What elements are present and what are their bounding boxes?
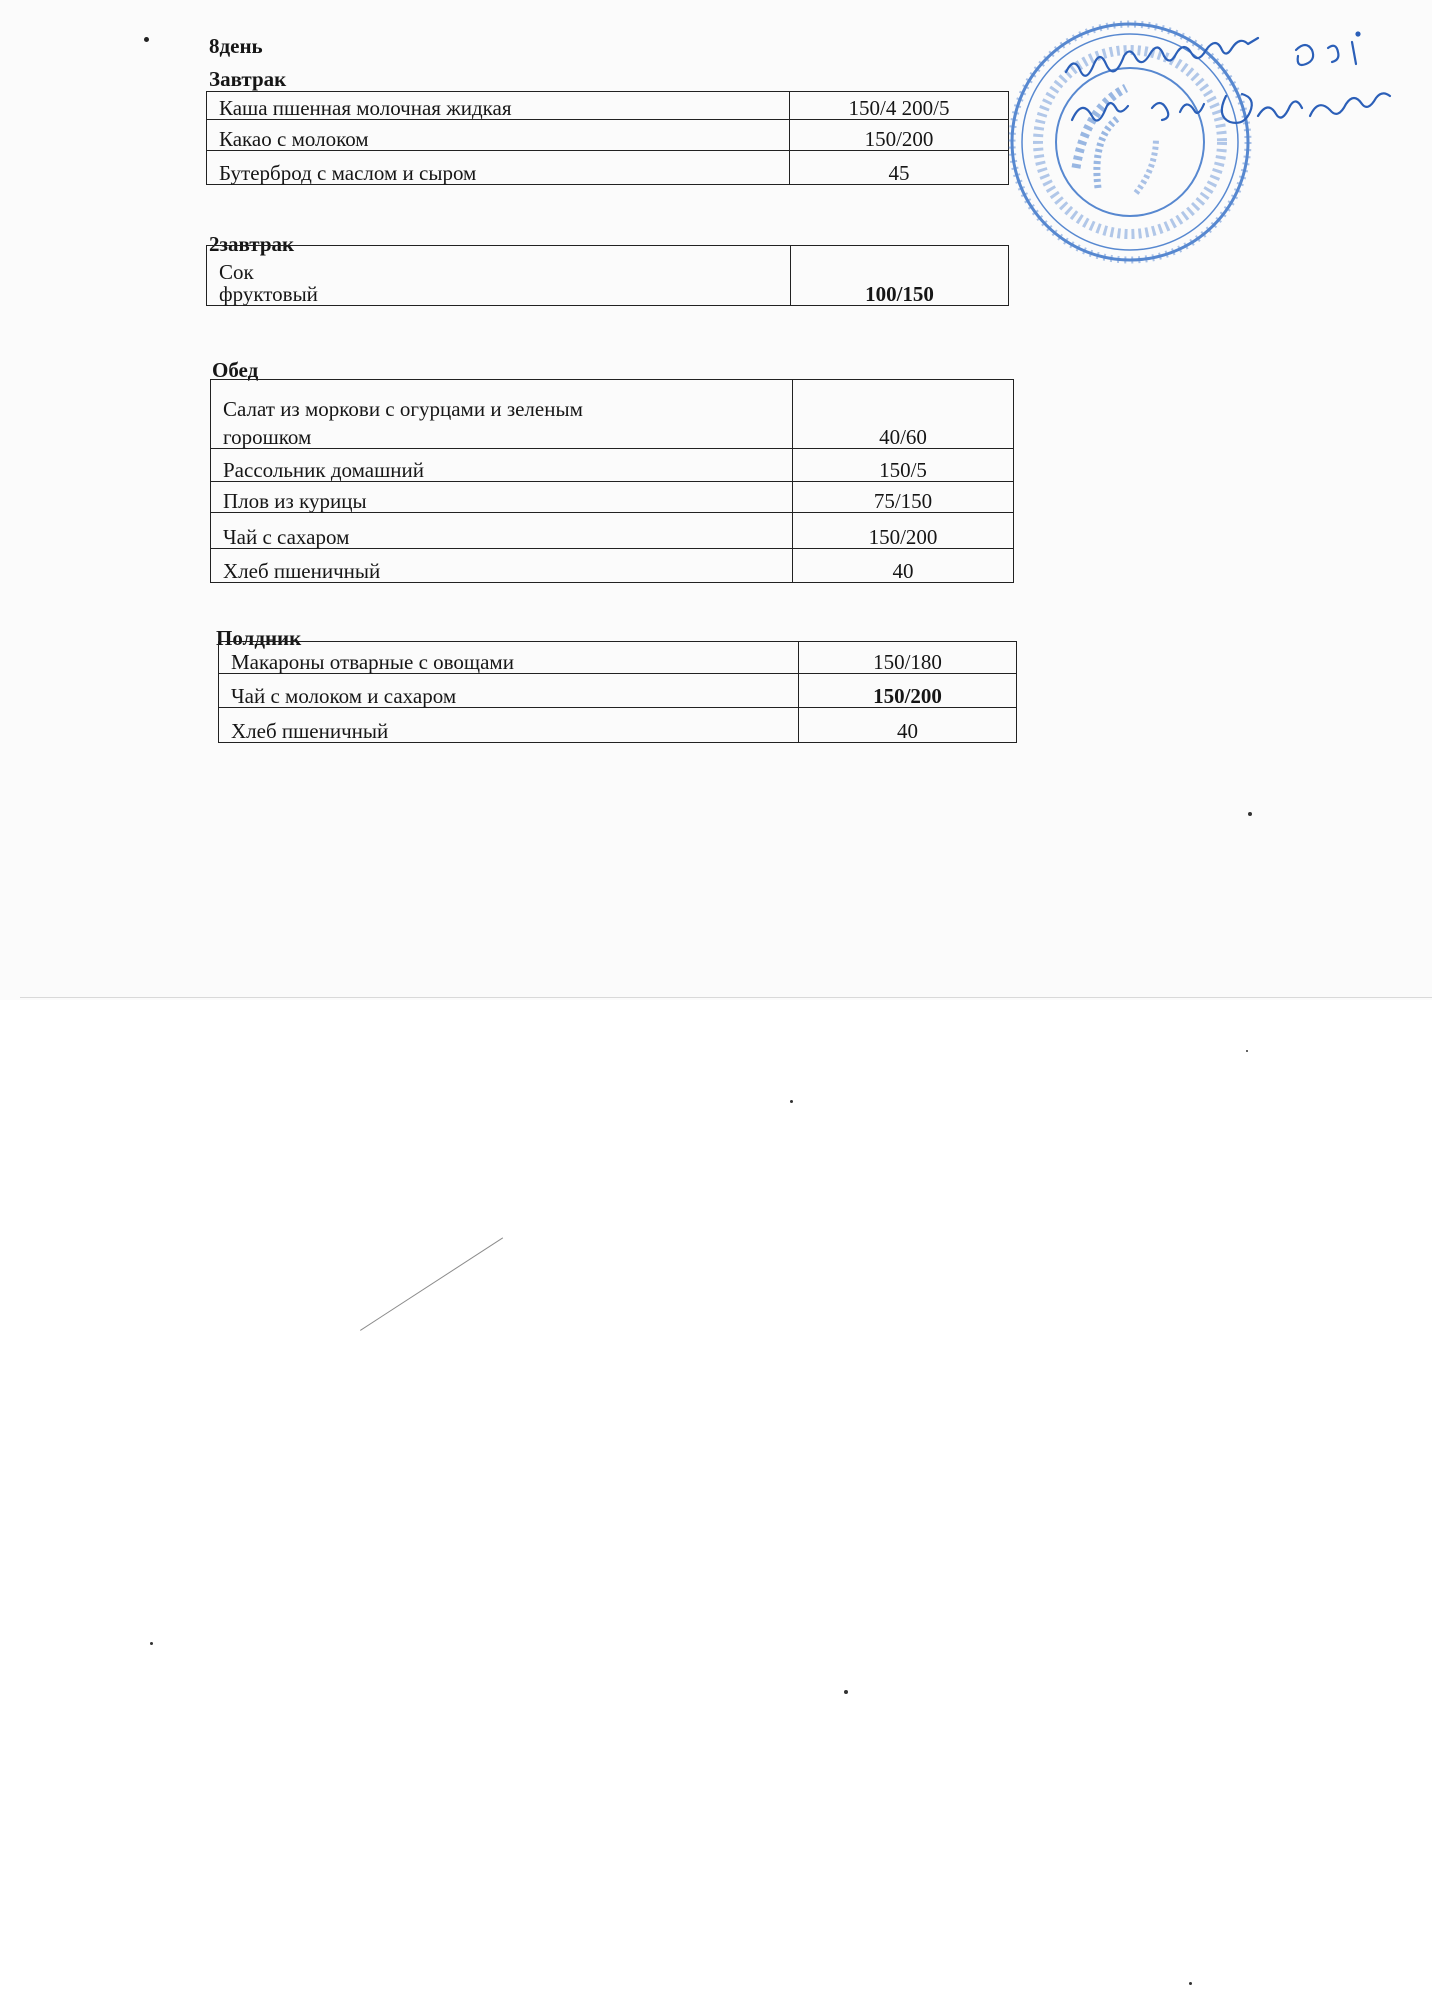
table-row bbox=[211, 549, 1014, 583]
portion-cell: 40/60 bbox=[793, 380, 1014, 449]
afternoon-snack-table bbox=[218, 641, 1017, 743]
table-row bbox=[211, 482, 1014, 513]
dish-cell bbox=[207, 246, 791, 306]
dish-cell: Макароны отварные с овощами bbox=[219, 642, 799, 674]
portion-cell: 45 bbox=[790, 151, 1009, 185]
portion-cell: 150/5 bbox=[793, 449, 1014, 482]
scan-streak bbox=[360, 1237, 503, 1330]
scan-speck bbox=[1189, 1982, 1192, 1985]
table-row bbox=[219, 708, 1017, 743]
dish-cell: Чай с сахаром bbox=[211, 513, 793, 549]
table-row bbox=[211, 380, 1014, 449]
portion-cell: 40 bbox=[799, 708, 1017, 743]
dish-cell: Бутерброд с маслом и сыром bbox=[207, 151, 790, 185]
dish-cell: Рассольник домашний bbox=[211, 449, 793, 482]
dish-cell: Плов из курицы bbox=[211, 482, 793, 513]
table-row bbox=[219, 674, 1017, 708]
lunch-table bbox=[210, 379, 1014, 583]
portion-cell: 150/200 bbox=[790, 120, 1009, 151]
portion-cell: 75/150 bbox=[793, 482, 1014, 513]
dish-cell bbox=[211, 380, 793, 449]
scan-speck bbox=[790, 1100, 793, 1103]
scan-speck bbox=[1246, 1050, 1248, 1052]
scan-speck bbox=[844, 1690, 848, 1694]
scan-speck bbox=[150, 1642, 153, 1645]
dish-line: фруктовый bbox=[219, 282, 318, 306]
scan-speck bbox=[1248, 812, 1252, 816]
portion-cell: 40 bbox=[793, 549, 1014, 583]
dish-cell: Хлеб пшеничный bbox=[219, 708, 799, 743]
meal-heading-breakfast: Завтрак bbox=[209, 67, 287, 91]
portion-cell: 150/200 bbox=[793, 513, 1014, 549]
dish-cell: Какао с молоком bbox=[207, 120, 790, 151]
table-row bbox=[207, 151, 1009, 185]
dish-line: Сок bbox=[219, 260, 254, 284]
dish-cell: Хлеб пшеничный bbox=[211, 549, 793, 583]
second-breakfast-table bbox=[206, 245, 1009, 306]
handwritten-signature-icon bbox=[1060, 20, 1420, 140]
meal-heading-second-breakfast: 2завтрак bbox=[209, 232, 295, 256]
page-fold-edge bbox=[20, 997, 1432, 998]
table-row bbox=[211, 449, 1014, 482]
bullet-marker bbox=[144, 37, 149, 42]
portion-cell: 150/180 bbox=[799, 642, 1017, 674]
table-row bbox=[207, 92, 1009, 120]
portion-cell: 100/150 bbox=[791, 246, 1009, 306]
table-row bbox=[219, 642, 1017, 674]
dish-cell: Каша пшенная молочная жидкая bbox=[207, 92, 790, 120]
meal-heading-lunch: Обед bbox=[212, 358, 259, 382]
dish-line: Салат из моркови с огурцами и зеленым bbox=[223, 397, 583, 421]
dish-line: горошком bbox=[223, 425, 312, 449]
breakfast-table bbox=[206, 91, 1009, 185]
table-row bbox=[211, 513, 1014, 549]
day-title: 8день bbox=[209, 34, 263, 58]
portion-cell: 150/4 200/5 bbox=[790, 92, 1009, 120]
table-row bbox=[207, 246, 1009, 306]
portion-cell: 150/200 bbox=[799, 674, 1017, 708]
dish-cell: Чай с молоком и сахаром bbox=[219, 674, 799, 708]
table-row bbox=[207, 120, 1009, 151]
meal-heading-afternoon-snack: Полдник bbox=[216, 626, 302, 650]
